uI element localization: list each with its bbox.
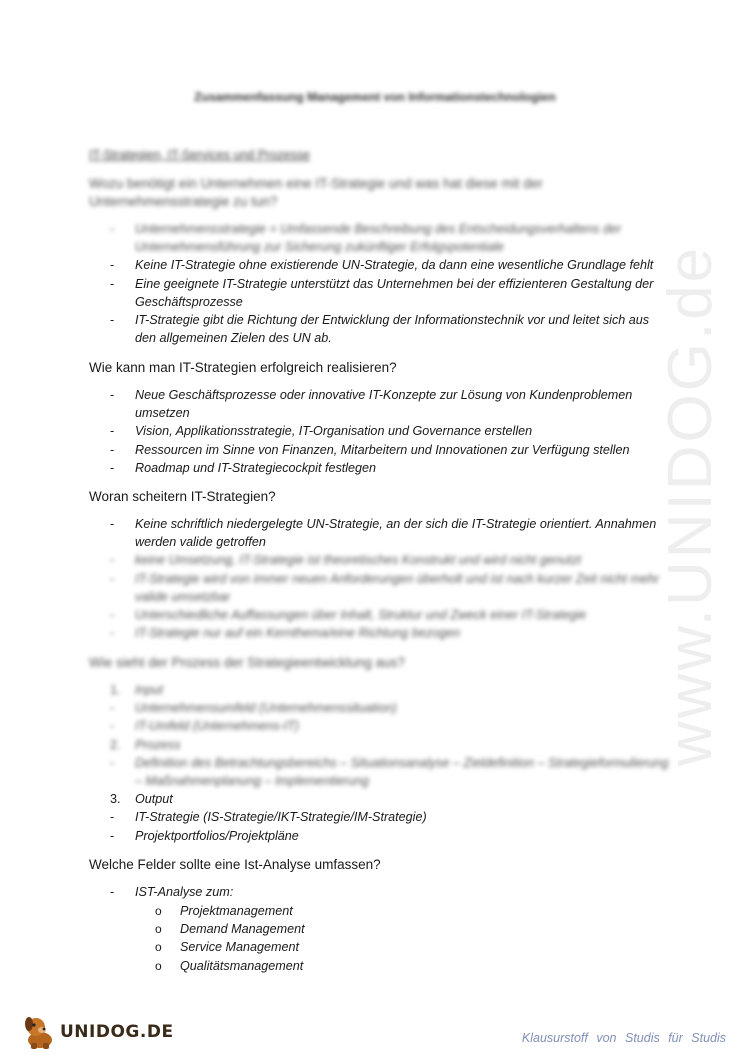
list-item: - Eine geeignete IT-Strategie unterstützt das Unternehmen bei der effizienteren Gestaltung der Geschäftsprozesse bbox=[110, 276, 654, 309]
list-item: - Roadmap und IT-Strategiecockpit festlegen bbox=[110, 460, 377, 475]
list-item: - Neue Geschäftsprozesse oder innovative IT-Konzepte zur Lösung von Kundenproblemen umsetzen bbox=[110, 388, 633, 421]
list-item: - IT-Strategie wird von immer neuen Anforderungen überholt und ist nach kurzer Zeit nicht mehr valide umsetzbar bbox=[110, 571, 660, 604]
list-item: 3. Output bbox=[110, 792, 173, 807]
question-strategy-process: Wie sieht der Prozess der Strategieentwicklung aus? bbox=[89, 655, 405, 670]
list-item: - IT-Umfeld (Unternehmens-IT) bbox=[110, 719, 299, 734]
list-item: - IST-Analyse zum: bbox=[110, 885, 234, 899]
list-item: - Keine IT-Strategie ohne existierende UN-Strategie, da dann eine wesentliche Grundlage fehlt bbox=[110, 258, 654, 273]
list-strategy-process bbox=[110, 681, 670, 845]
list-it-strategy-purpose bbox=[110, 220, 670, 347]
list-ist-analyse bbox=[110, 883, 670, 901]
list-item: - Vision, Applikationsstrategie, IT-Organisation und Governance erstellen bbox=[110, 424, 533, 439]
dog-icon bbox=[22, 1013, 58, 1051]
question-strategy-failure: Woran scheitern IT-Strategien? bbox=[89, 489, 276, 504]
list-item: - Unternehmensumfeld (Unternehmenssituation) bbox=[110, 701, 397, 716]
unidog-logo bbox=[22, 1012, 174, 1052]
section-heading: IT-Strategien, IT-Services und Prozesse bbox=[89, 148, 310, 162]
document-title: Zusammenfassung Management von Informationstechnologien bbox=[194, 90, 556, 104]
list-item: - Keine schriftlich niedergelegte UN-Strategie, an der sich die IT-Strategie orientiert. Annahmen werden valide getroffen bbox=[110, 517, 657, 550]
list-item: 1. Input bbox=[110, 683, 164, 697]
list-realize-strategy bbox=[110, 386, 670, 477]
list-item: - IT-Strategie (IS-Strategie/IKT-Strategie/IM-Strategie) bbox=[110, 810, 427, 825]
footer-tagline: Klausurstoff von Studis für Studis bbox=[521, 1031, 726, 1045]
list-item: - Projektportfolios/Projektpläne bbox=[110, 828, 299, 843]
list-item: 2. Prozess bbox=[110, 737, 181, 752]
list-item: - IT-Strategie gibt die Richtung der Entwicklung der Informationstechnik vor und leitet sich aus den allgemeinen Zielen des UN ab. bbox=[110, 313, 650, 346]
list-item: - Ressourcen im Sinne von Finanzen, Mitarbeitern und Innovationen zur Verfügung stellen bbox=[110, 442, 630, 457]
list-strategy-failure bbox=[110, 515, 670, 642]
question-ist-analyse: Welche Felder sollte eine Ist-Analyse umfassen? bbox=[89, 857, 381, 872]
watermark: www.UNIDOG.de bbox=[656, 244, 726, 766]
question-why-it-strategy: Wozu benötigt ein Unternehmen eine IT-Strategie und was hat diese mit der Unternehmensstrategie zu tun? bbox=[89, 176, 543, 209]
sublist-item: o Service Management bbox=[155, 940, 300, 955]
sublist-ist-analyse bbox=[155, 902, 305, 975]
list-item: - Definition des Betrachtungsbereichs – Situationsanalyse – Zieldefinition – Strategieformulierung – Maßnahmenplanung – Implementierung bbox=[110, 755, 669, 789]
logo-text: UNIDOG.DE bbox=[60, 1022, 174, 1042]
sublist-item: o Qualitätsmanagement bbox=[155, 958, 304, 973]
list-item: - keine Umsetzung, IT-Strategie ist theoretisches Konstrukt und wird nicht genutzt bbox=[110, 553, 582, 568]
list-item: - Unterschiedliche Auffassungen über Inhalt, Struktur und Zweck einer IT-Strategie bbox=[110, 608, 587, 623]
sublist-item: o Projektmanagement bbox=[155, 904, 293, 918]
sublist-item: o Demand Management bbox=[155, 922, 305, 937]
list-item: - Unternehmensstrategie = Umfassende Beschreibung des Entscheidungsverhaltens der Unternehmensführung zur Sicherung zukünftiger Erfolgspotentiale bbox=[110, 222, 622, 255]
question-realize-strategy: Wie kann man IT-Strategien erfolgreich realisieren? bbox=[89, 360, 397, 375]
list-item: - IT-Strategie nur auf ein Kernthema/eine Richtung bezogen bbox=[110, 626, 461, 641]
